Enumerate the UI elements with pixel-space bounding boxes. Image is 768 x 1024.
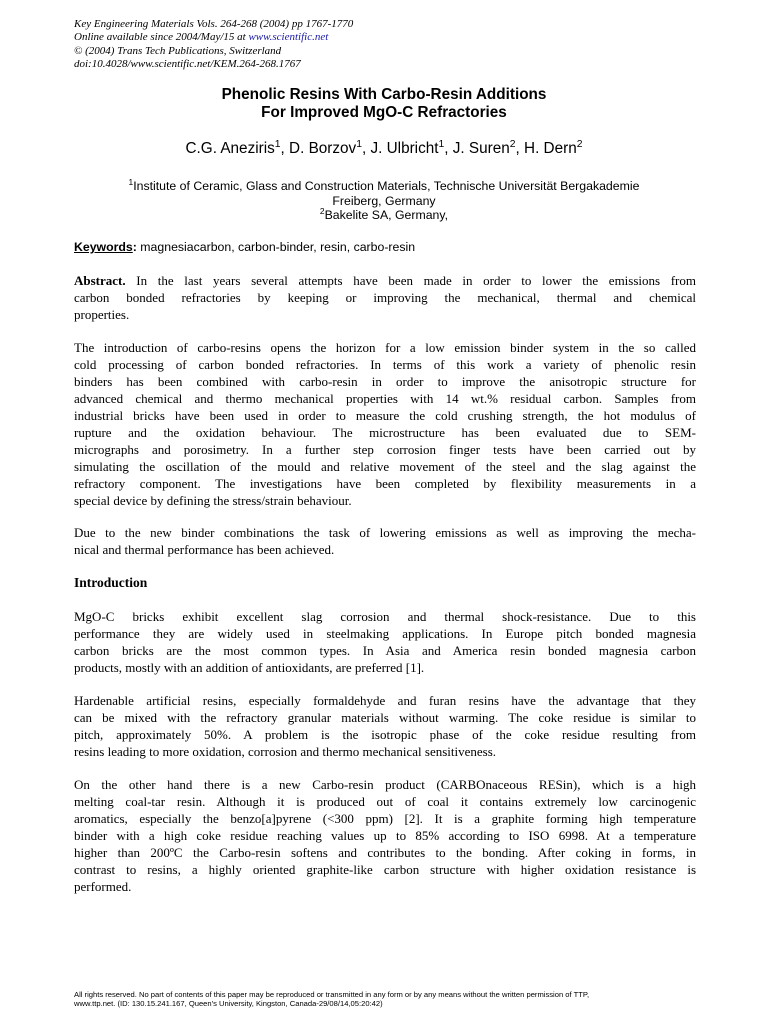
affiliation-mark: 1 — [128, 176, 134, 187]
text-line: The introduction of carbo-resins opens the horizon for a low emission binder system in the so called — [74, 340, 696, 355]
author-name: J. Suren — [452, 140, 510, 157]
text-line: performance they are widely used in steelmaking applications. In Europe pitch bonded magnesia — [74, 626, 696, 641]
author-separator: , — [515, 140, 525, 157]
text-line: carbon bonded refractories by keeping or improving the mechanical, thermal and chemical — [74, 290, 696, 305]
affiliation-1 — [74, 176, 694, 194]
text-line: special device by defining the stress/strain behaviour. — [74, 493, 352, 508]
text-line: carbon bricks are the most common types. In Asia and America resin bonded magnesia carbon — [74, 643, 696, 658]
text-line: can be mixed with the refractory granular materials without warming. The coke residue is similar to — [74, 710, 696, 725]
copyright-line: © (2004) Trans Tech Publications, Switzerland — [74, 44, 282, 57]
text-line: aromatics, especially the benzo[a]pyrene (<300 ppm) [2]. It is a graphite forming high temperature — [74, 811, 696, 826]
author-name: H. Dern — [524, 140, 577, 157]
online-availability-text: Online available since 2004/May/15 at — [74, 31, 249, 44]
author-name: C.G. Aneziris — [185, 140, 275, 157]
affiliation-mark: 2 — [319, 205, 325, 216]
author-affiliation-mark: 1 — [356, 138, 362, 150]
introduction-paragraph-2 — [74, 692, 696, 760]
text-line — [74, 272, 696, 289]
text-line: simulating the oscillation of the mould and relative movement of the steel and the slag against the — [74, 459, 696, 474]
author-list — [74, 139, 694, 159]
author-separator: , — [280, 140, 290, 157]
journal-header — [74, 18, 353, 72]
text-line: Hardenable artificial resins, especially formaldehyde and furan resins have the advantage that they — [74, 693, 696, 708]
introduction-heading: Introduction — [74, 575, 148, 590]
text-line: binder with a high coke residue reaching values up to 85% according to ISO 6998. At a temperature — [74, 828, 696, 843]
doi-line: doi:10.4028/www.scientific.net/KEM.264-268.1767 — [74, 58, 301, 71]
paper-title — [74, 86, 694, 122]
text-line: micrographs and porosimetry. In a further step corrosion finger tests have been carried out by — [74, 442, 696, 457]
author-separator: , — [361, 140, 371, 157]
online-availability — [74, 31, 353, 44]
footer-rights-line: All rights reserved. No part of contents of this paper may be reproduced or transmitted in any form or by any means without the written permission of TTP, — [74, 990, 590, 999]
text-line: resins leading to more oxidation, corrosion and thermo mechanical sensitiveness. — [74, 744, 497, 759]
affiliations — [74, 176, 694, 223]
text-line: higher than 200ºC the Carbo-resin softens and contributes to the bonding. After coking in forms, in — [74, 845, 696, 860]
introduction-paragraph-3 — [74, 776, 696, 895]
author-name: D. Borzov — [289, 140, 357, 157]
keywords-label: Keywords — [74, 240, 133, 254]
keywords-text: magnesiacarbon, carbon-binder, resin, carbo-resin — [136, 240, 416, 254]
author-affiliation-mark: 1 — [438, 138, 445, 150]
text-line: rupture and the oxidation behaviour. The microstructure has been evaluated due to SEM- — [74, 425, 696, 440]
text-line: products, mostly with an addition of antioxidants, are preferred [1]. — [74, 660, 425, 675]
author-separator: , — [444, 140, 453, 157]
author-affiliation-mark: 1 — [274, 138, 281, 150]
affiliation-1-continued: Freiberg, Germany — [332, 193, 436, 208]
author-affiliation-mark: 2 — [576, 138, 583, 150]
keywords-line — [74, 240, 694, 255]
rights-footer — [74, 990, 699, 1008]
abstract-text: In the last years several attempts have been made in order to lower the emissions from — [125, 273, 696, 288]
journal-citation: Key Engineering Materials Vols. 264-268 (2004) pp 1767-1770 — [74, 18, 354, 30]
text-line: properties. — [74, 307, 130, 322]
text-line: industrial bricks have been used in order to measure the cold crushing strength, the hot modulus of — [74, 408, 696, 423]
text-line: refractory component. The investigations have been completed by flexibility measurements in a — [74, 476, 696, 491]
author-affiliation-mark: 2 — [509, 138, 516, 150]
text-line: contrast to resins, a highly oriented graphite-like carbon structure with higher oxidation resistance is — [74, 862, 696, 877]
abstract-paragraph-2 — [74, 339, 696, 509]
text-line: cold processing of carbon bonded refractories. In terms of this work a variety of phenolic resin — [74, 357, 696, 372]
text-line: binders has been combined with carbo-resin in order to improve the anisotropic structure for — [74, 374, 696, 389]
abstract-paragraph-3 — [74, 524, 696, 558]
footer-download-line: www.ttp.net. (ID: 130.15.241.167, Queen's University, Kingston, Canada-29/08/14,05:20:42) — [74, 999, 383, 1008]
text-line: On the other hand there is a new Carbo-resin product (CARBOnaceous RESin), which is a high — [74, 777, 696, 792]
scientific-net-link[interactable]: www.scientific.net — [248, 31, 329, 44]
introduction-paragraph-1 — [74, 608, 696, 676]
text-line: nical and thermal performance has been achieved. — [74, 542, 335, 557]
text-line: pitch, approximately 50%. A problem is the isotropic phase of the coke residue resulting from — [74, 727, 696, 742]
title-line-1: Phenolic Resins With Carbo-Resin Additions — [221, 86, 547, 103]
text-line: performed. — [74, 879, 132, 894]
affiliation-2 — [74, 205, 694, 223]
abstract-paragraph — [74, 272, 696, 323]
text-line: Due to the new binder combinations the task of lowering emissions as well as improving the mecha- — [74, 525, 696, 540]
text-line: advanced chemical and thermo mechanical properties with 14 wt.% residual carbon. Samples from — [74, 391, 696, 406]
abstract-label: Abstract. — [74, 273, 126, 288]
keywords-colon: : — [132, 240, 137, 254]
author-name: J. Ulbricht — [370, 140, 439, 157]
text-line: melting coal-tar resin. Although it is produced out of coal it contains extremely low carcinogenic — [74, 794, 696, 809]
title-line-2: For Improved MgO-C Refractories — [261, 104, 507, 121]
text-line: MgO-C bricks exhibit excellent slag corrosion and thermal shock-resistance. Due to this — [74, 609, 696, 624]
affiliation-text: Institute of Ceramic, Glass and Construction Materials, Technische Universität Bergakademie — [133, 179, 640, 193]
affiliation-text: Bakelite SA, Germany, — [324, 208, 449, 222]
